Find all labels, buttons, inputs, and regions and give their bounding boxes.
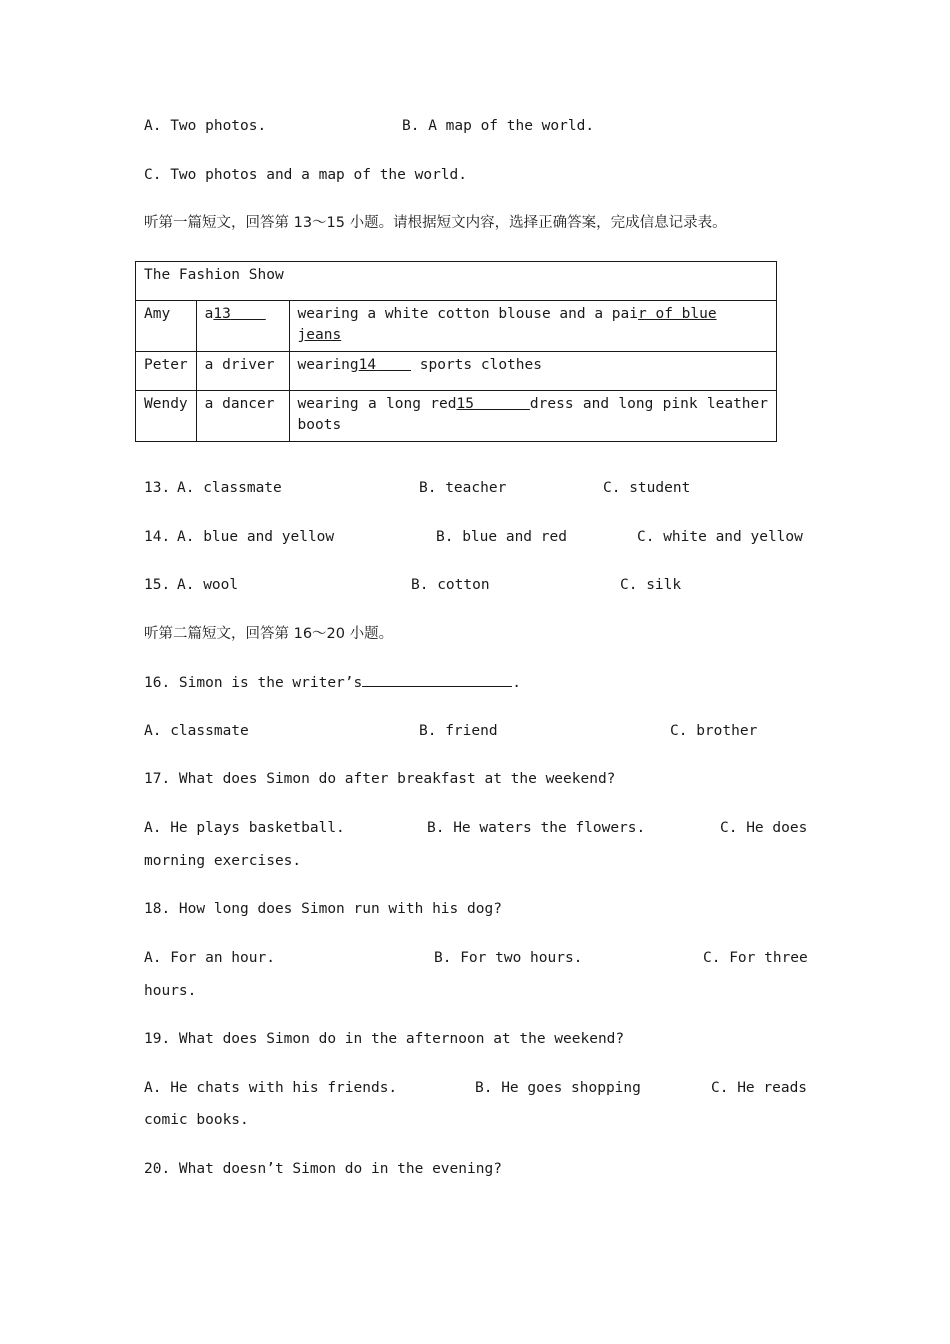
- q16-option-c: C. brother: [670, 723, 758, 739]
- q19-stem: 19. What does Simon do in the afternoon at the weekend?: [144, 1031, 625, 1047]
- desc-line1: [298, 394, 768, 415]
- q20-stem: 20. What doesn’t Simon do in the evening?: [144, 1161, 502, 1177]
- table-cell-name: Amy: [136, 301, 197, 352]
- q12-option-b: B. A map of the world.: [402, 118, 595, 134]
- q13-row: [144, 478, 170, 498]
- table-cell-description: [289, 352, 776, 391]
- table-row: [136, 301, 777, 352]
- q18-option-c: C. For three: [703, 950, 808, 966]
- q14-label: 14.: [144, 529, 171, 545]
- table-cell-role: [196, 301, 289, 352]
- desc-underlined: r of blue jeans: [297, 306, 717, 343]
- q19-option-c: C. He reads: [711, 1080, 808, 1096]
- section2-instruction: 听第二篇短文，回答第 16～20 小题。: [144, 626, 394, 642]
- q13-option-c: C. student: [603, 480, 691, 496]
- q17-stem: 17. What does Simon do after breakfast at the weekend?: [144, 771, 616, 787]
- q15-option-c: C. silk: [620, 577, 682, 593]
- q14-option-c: C. white and yellow: [637, 529, 803, 545]
- table-cell-name: Peter: [136, 352, 197, 391]
- q16-option-a: A. classmate: [144, 723, 249, 739]
- q12-option-c: C. Two photos and a map of the world.: [144, 167, 468, 183]
- blank-15[interactable]: [456, 396, 529, 412]
- q14-option-b: B. blue and red: [436, 529, 567, 545]
- q18-option-c-continued: hours.: [144, 983, 197, 999]
- table-title-row: [136, 262, 777, 301]
- blank-13[interactable]: [213, 306, 265, 322]
- desc-prefix: wearing a white cotton blouse and a pai: [297, 306, 638, 322]
- q19-option-a: A. He chats with his friends.: [144, 1080, 398, 1096]
- q16-stem-end: .: [512, 675, 521, 691]
- table-row: [136, 352, 777, 391]
- q15-option-b: B. cotton: [411, 577, 490, 593]
- q13-label: 13.: [144, 480, 171, 496]
- q19-option-b: B. He goes shopping: [475, 1080, 641, 1096]
- blank-14-number: 14: [358, 357, 377, 373]
- q18-stem: 18. How long does Simon run with his dog?: [144, 901, 502, 917]
- fashion-show-table: [135, 261, 777, 442]
- table-row: [136, 391, 777, 442]
- q15-label: 15.: [144, 577, 171, 593]
- q13-option-a: A. classmate: [177, 480, 282, 496]
- section1-instruction: 听第一篇短文，回答第 13～15 小题。请根据短文内容，选择正确答案，完成信息记录表。: [144, 215, 727, 231]
- q16-stem-text: 16. Simon is the writer’s: [144, 675, 363, 691]
- q12-option-a: A. Two photos.: [144, 118, 267, 134]
- blank-15-number: 15: [456, 396, 474, 412]
- q19-option-c-continued: comic books.: [144, 1112, 249, 1128]
- role-prefix: a: [204, 306, 214, 322]
- q18-option-a: A. For an hour.: [144, 950, 275, 966]
- table-cell-description: [289, 391, 776, 442]
- q16-option-b: B. friend: [419, 723, 498, 739]
- q17-option-a: A. He plays basketball.: [144, 820, 345, 836]
- desc-suffix: sports clothes: [411, 357, 542, 373]
- table-cell-role: a driver: [196, 352, 289, 391]
- q17-option-c: C. He does: [720, 820, 808, 836]
- q18-option-b: B. For two hours.: [434, 950, 583, 966]
- blank-14[interactable]: [359, 357, 411, 373]
- q16-answer-blank[interactable]: [362, 672, 512, 687]
- q13-option-b: B. teacher: [419, 480, 507, 496]
- desc-line2: boots: [297, 417, 342, 433]
- table-cell-description: [289, 301, 776, 352]
- q14-option-a: A. blue and yellow: [177, 529, 335, 545]
- q16-stem: [144, 672, 521, 693]
- desc-prefix: wearing: [297, 357, 359, 373]
- q17-option-b: B. He waters the flowers.: [427, 820, 646, 836]
- table-title: The Fashion Show: [136, 262, 777, 301]
- table-cell-role: a dancer: [196, 391, 289, 442]
- q17-option-c-continued: morning exercises.: [144, 853, 302, 869]
- table-cell-name: Wendy: [136, 391, 197, 442]
- desc-prefix: wearing a long red: [297, 396, 457, 412]
- q15-option-a: A. wool: [177, 577, 239, 593]
- blank-13-number: 13: [213, 306, 231, 322]
- desc-suffix: dress and long pink leather: [529, 396, 768, 412]
